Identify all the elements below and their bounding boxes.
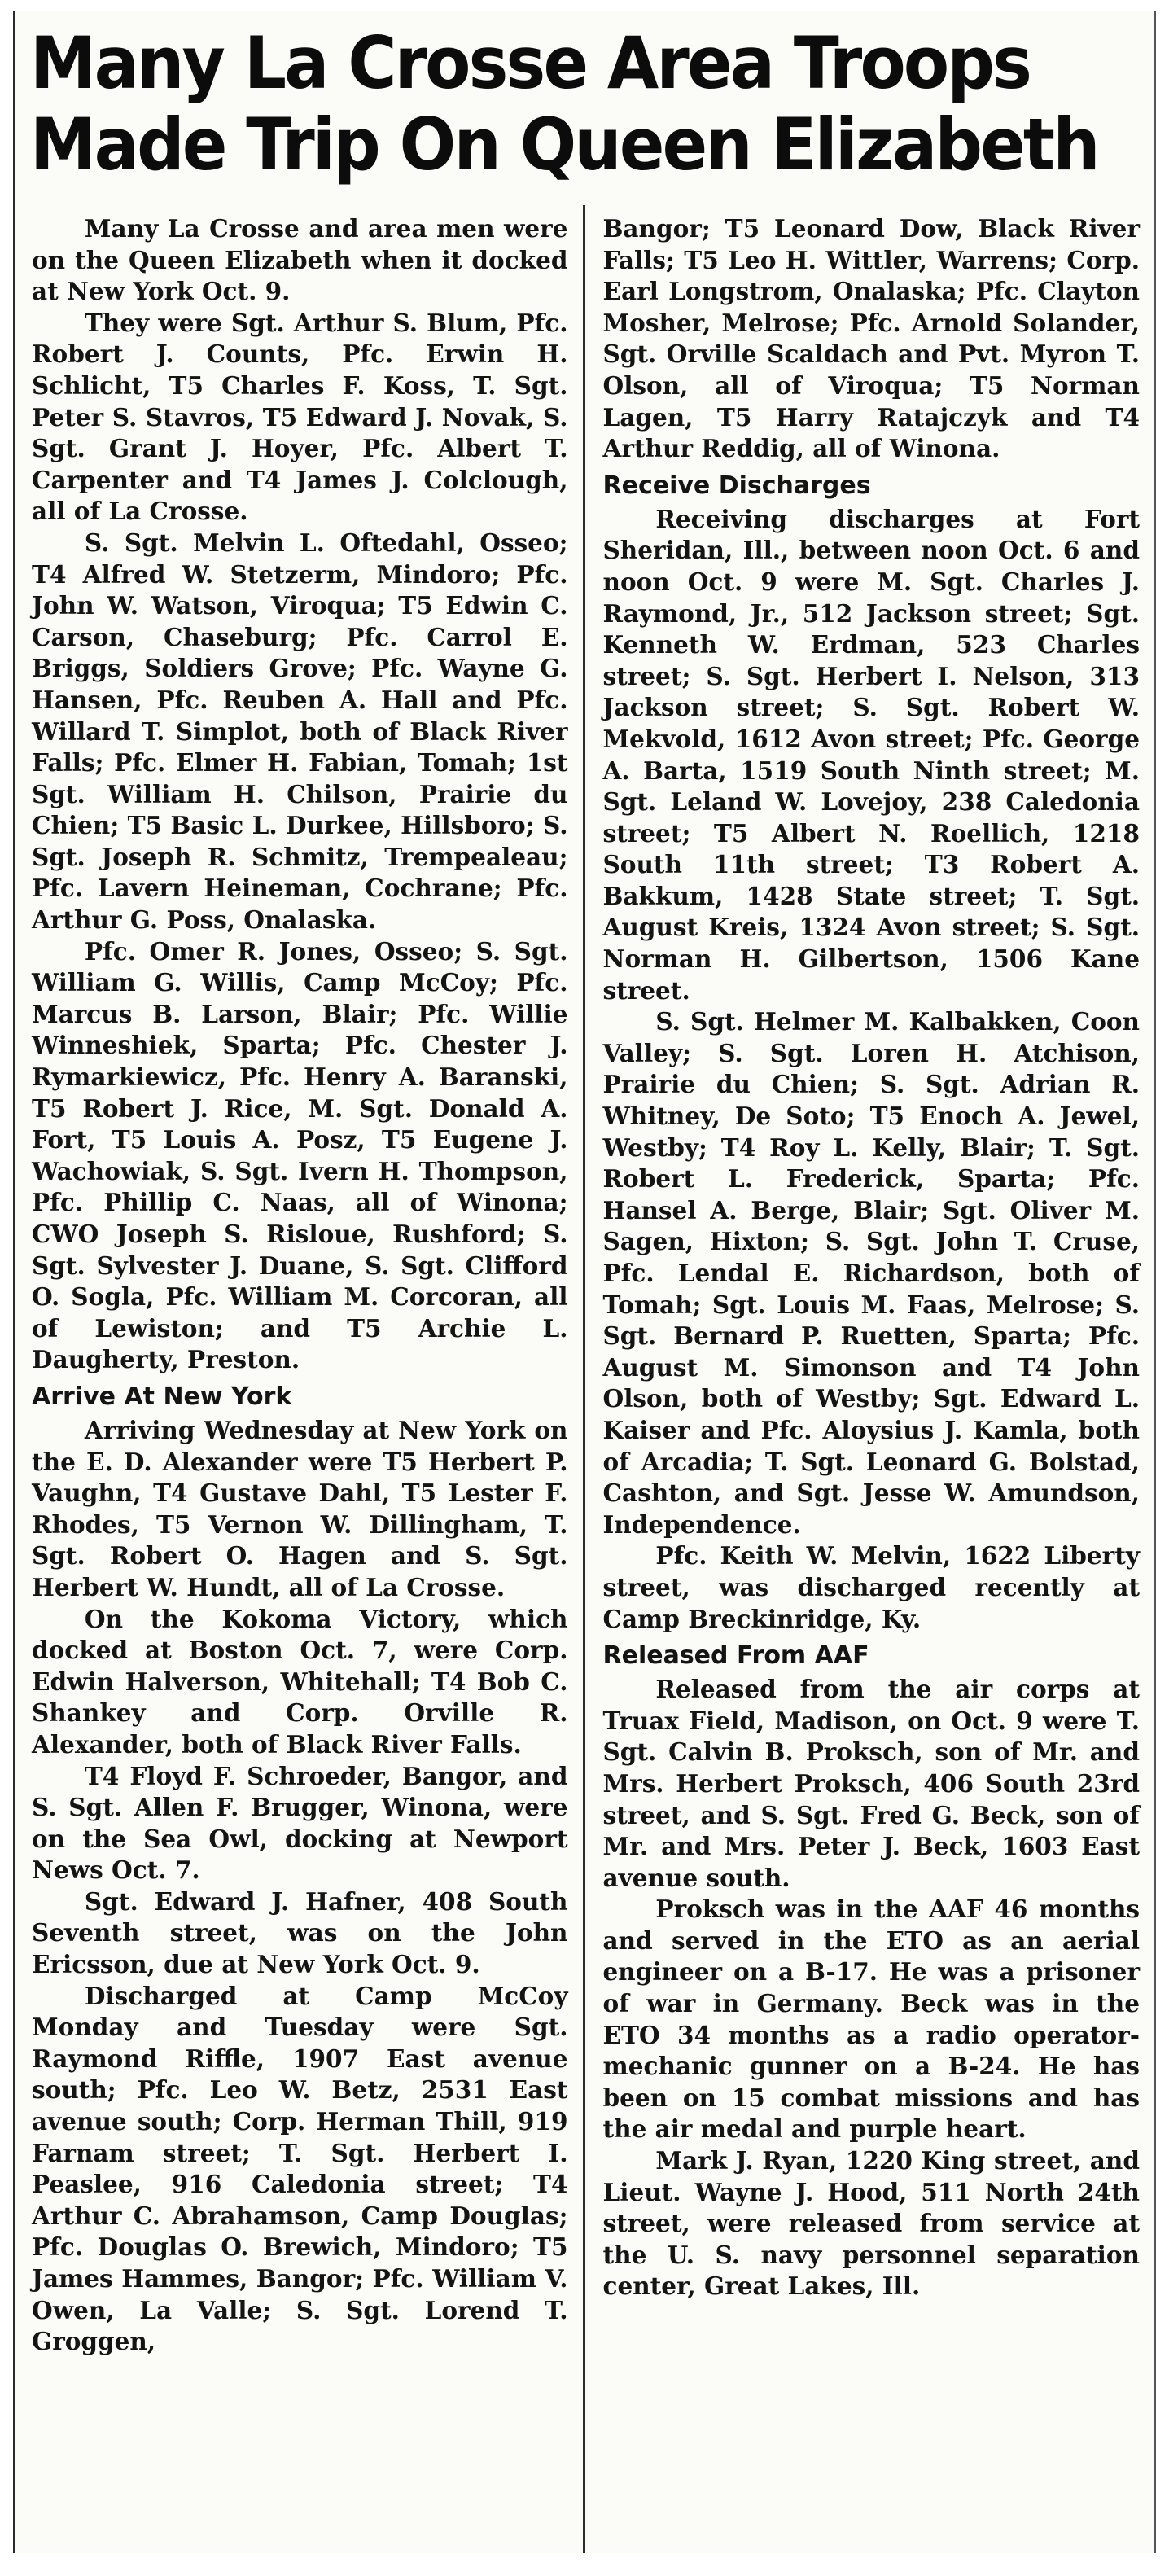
paragraph: Arriving Wednesday at New York on the E. D. Alexander were T5 Herbert P. Vaughn, T4 Gustave Dahl, T5 Lester F. Rhodes, T5 Vernon W. Dillingham, T. Sgt. Robert O. Hagen and S. Sgt. Herbert W. Hundt, all of La Crosse.	[32, 1415, 568, 1601]
paragraph: They were Sgt. Arthur S. Blum, Pfc. Robert J. Counts, Pfc. Erwin H. Schlicht, T5 Charles F. Koss, T. Sgt. Peter S. Stavros, T5 Edward J. Novak, S. Sgt. Grant J. Hoyer, Pfc. Albert T. Carpenter and T4 James J. Colclough, all of La Crosse.	[32, 308, 568, 526]
paragraph: S. Sgt. Melvin L. Oftedahl, Osseo; T4 Alfred W. Stetzerm, Mindoro; Pfc. John W. Watson, Viroqua; T5 Edwin C. Carson, Chaseburg; Pfc. Carrol E. Briggs, Soldiers Grove; Pfc. Wayne G. Hansen, Pfc. Reuben A. Hall and Pfc. Willard T. Simplot, both of Black River Falls; Pfc. Elmer H. Fabian, Tomah; 1st Sgt. William H. Chilson, Prairie du Chien; T5 Basic L. Durkee, Hillsboro; S. Sgt. Joseph R. Schmitz, Trempealeau; Pfc. Lavern Heineman, Cochrane; Pfc. Arthur G. Poss, Onalaska.	[32, 528, 568, 935]
paragraph: Pfc. Omer R. Jones, Osseo; S. Sgt. William G. Willis, Camp McCoy; Pfc. Marcus B. Larson, Blair; Pfc. Willie Winneshiek, Sparta; Pfc. Chester J. Rymarkiewicz, Pfc. Henry A. Baranski, T5 Robert J. Rice, M. Sgt. Donald A. Fort, T5 Louis A. Posz, T5 Eugene J. Wachowiak, S. Sgt. Ivern H. Thompson, Pfc. Phillip C. Naas, all of Winona; CWO Joseph S. Risloue, Rushford; S. Sgt. Sylvester J. Duane, S. Sgt. Clifford O. Sogla, Pfc. William M. Corcoran, all of Lewiston; and T5 Archie L. Daugherty, Preston.	[32, 936, 568, 1374]
left-column	[15, 205, 585, 2553]
paragraph: Bangor; T5 Leonard Dow, Black River Falls; T5 Leo H. Wittler, Warrens; Corp. Earl Longstrom, Onalaska; Pfc. Clayton Mosher, Melrose; Pfc. Arnold Solander, Sgt. Orville Scaldach and Pvt. Myron T. Olson, all of Viroqua; T5 Norman Lagen, T5 Harry Ratajczyk and T4 Arthur Reddig, all of Winona.	[602, 214, 1140, 463]
paragraph: Released from the air corps at Truax Field, Madison, on Oct. 9 were T. Sgt. Calvin B. Proksch, son of Mr. and Mrs. Herbert Proksch, 406 South 23rd street, and S. Sgt. Fred G. Beck, son of Mr. and Mrs. Peter J. Beck, 1603 East avenue south.	[602, 1675, 1140, 1892]
headline-line-1: Many La Crosse Area Troops	[30, 21, 1031, 105]
subheading-discharges: Receive Discharges	[602, 471, 871, 500]
paragraph: Many La Crosse and area men were on the Queen Elizabeth when it docked at New York Oct. 9.	[32, 214, 568, 306]
paragraph: Proksch was in the AAF 46 months and served in the ETO as an aerial engineer on a B-17. He was a prisoner of war in Germany. Beck was in the ETO 34 months as a radio operator-mechanic gunner on a B-24. He has been on 15 combat missions and has the air medal and purple heart.	[602, 1895, 1140, 2144]
newspaper-clipping	[13, 11, 1156, 2553]
subheading-aaf: Released From AAF	[602, 1641, 869, 1671]
paragraph: T4 Floyd F. Schroeder, Bangor, and S. Sgt. Allen F. Brugger, Winona, were on the Sea Owl, docking at Newport News Oct. 7.	[32, 1761, 568, 1885]
paragraph: Discharged at Camp McCoy Monday and Tuesday were Sgt. Raymond Riffle, 1907 East avenue south; Pfc. Leo W. Betz, 2531 East avenue south; Corp. Herman Thill, 919 Farnam street; T. Sgt. Herbert I. Peaslee, 916 Caledonia street; T4 Arthur C. Abrahamson, Camp Douglas; Pfc. Douglas O. Brewich, Mindoro; T5 James Hammes, Bangor; Pfc. William V. Owen, La Valle; S. Sgt. Lorend T. Groggen,	[32, 1981, 568, 2356]
headline-line-2: Made Trip On Queen Elizabeth	[30, 103, 1098, 186]
paragraph: Pfc. Keith W. Melvin, 1622 Liberty street, was discharged recently at Camp Breckinridge, Ky.	[602, 1541, 1140, 1633]
paragraph: On the Kokoma Victory, which docked at Boston Oct. 7, were Corp. Edwin Halverson, Whitehall; T4 Bob C. Shankey and Corp. Orville R. Alexander, both of Black River Falls.	[32, 1604, 568, 1759]
article-columns	[15, 205, 1154, 2553]
subheading-arrive: Arrive At New York	[32, 1382, 292, 1411]
paragraph: Mark J. Ryan, 1220 King street, and Lieut. Wayne J. Hood, 511 North 24th street, were released from service at the U. S. navy personnel separation center, Great Lakes, Ill.	[602, 2146, 1140, 2301]
paragraph: Receiving discharges at Fort Sheridan, Ill., between noon Oct. 6 and noon Oct. 9 were M. Sgt. Charles J. Raymond, Jr., 512 Jackson street; Sgt. Kenneth W. Erdman, 523 Charles street; S. Sgt. Herbert I. Nelson, 313 Jackson street; S. Sgt. Robert W. Mekvold, 1612 Avon street; Pfc. George A. Barta, 1519 South Ninth street; M. Sgt. Leland W. Lovejoy, 238 Caledonia street; T5 Albert N. Roellich, 1218 South 11th street; T3 Robert A. Bakkum, 1428 State street; T. Sgt. August Kreis, 1324 Avon street; S. Sgt. Norman H. Gilbertson, 1506 Kane street.	[602, 504, 1140, 1005]
paragraph: Sgt. Edward J. Hafner, 408 South Seventh street, was on the John Ericsson, due at New York Oct. 9.	[32, 1886, 568, 1979]
right-column	[585, 205, 1155, 2553]
headline	[30, 21, 1098, 186]
paragraph: S. Sgt. Helmer M. Kalbakken, Coon Valley; S. Sgt. Loren H. Atchison, Prairie du Chien; S. Sgt. Adrian R. Whitney, De Soto; T5 Enoch A. Jewel, Westby; T4 Roy L. Kelly, Blair; T. Sgt. Robert L. Frederick, Sparta; Pfc. Hansel A. Berge, Blair; Sgt. Oliver M. Sagen, Hixton; S. Sgt. John T. Cruse, Pfc. Lendal E. Richardson, both of Tomah; Sgt. Louis M. Faas, Melrose; S. Sgt. Bernard P. Ruetten, Sparta; Pfc. August M. Simonson and T4 John Olson, both of Westby; Sgt. Edward L. Kaiser and Pfc. Aloysius J. Kamla, both of Arcadia; T. Sgt. Leonard G. Bolstad, Cashton, and Sgt. Jesse W. Amundson, Independence.	[602, 1007, 1140, 1539]
